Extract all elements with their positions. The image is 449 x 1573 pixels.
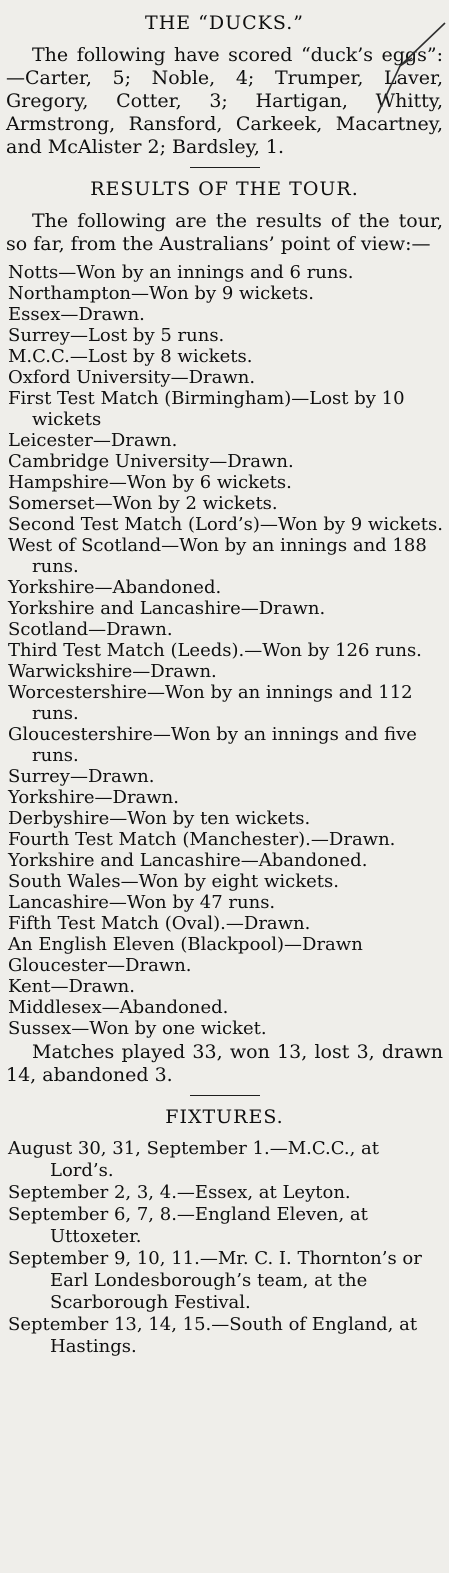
result-item: Northampton—Won by 9 wickets.: [8, 283, 315, 304]
result-item: Gloucester—Drawn.: [8, 955, 192, 976]
result-item: Middlesex—Abandoned.: [8, 997, 229, 1018]
result-item: Yorkshire—Abandoned.: [8, 577, 222, 598]
results-list: [6, 262, 443, 1039]
results-intro: The following are the results of the tour, so far, from the Australians’ point of view:—: [6, 210, 443, 255]
result-item: Hampshire—Won by 6 wickets.: [8, 472, 292, 493]
result-item: Oxford University—Drawn.: [8, 367, 256, 388]
fixture-item: September 2, 3, 4.—Essex, at Leyton.: [8, 1182, 351, 1203]
fixtures-heading: FIXTURES.: [165, 1106, 284, 1128]
result-item: Notts—Won by an innings and 6 runs.: [8, 262, 354, 283]
result-item: Leicester—Drawn.: [8, 430, 178, 451]
result-item: Surrey—Drawn.: [8, 766, 155, 787]
result-item: Yorkshire and Lancashire—Abandoned.: [8, 850, 368, 871]
ducks-section: [6, 12, 443, 159]
result-item: Derbyshire—Won by ten wickets.: [8, 808, 311, 829]
result-item: South Wales—Won by eight wickets.: [8, 871, 339, 892]
ducks-paragraph: The following have scored “duck’s eggs”:—Carter, 5; Noble, 4; Trumper, Laver, Gregory, Cotter, 3; Hartigan, Whitty, Armstrong, Ransford, Carkeek, Macartney, and McAlister 2; Bardsley, 1.: [6, 44, 443, 158]
result-item: Cambridge University—Drawn.: [8, 451, 294, 472]
result-item: Warwickshire—Drawn.: [8, 661, 217, 682]
result-item: Somerset—Won by 2 wickets.: [8, 493, 278, 514]
result-item: Second Test Match (Lord’s)—Won by 9 wickets.: [8, 514, 443, 535]
ducks-heading: THE “DUCKS.”: [145, 12, 304, 34]
result-item: Lancashire—Won by 47 runs.: [8, 892, 276, 913]
result-item: West of Scotland—Won by an innings and 188 runs.: [8, 535, 427, 577]
fixture-item: August 30, 31, September 1.—M.C.C., at Lord’s.: [8, 1138, 379, 1181]
fixtures-list: [6, 1138, 443, 1358]
result-item: Kent—Drawn.: [8, 976, 135, 997]
results-summary: Matches played 33, won 13, lost 3, drawn 14, abandoned 3.: [6, 1041, 443, 1086]
result-item: Scotland—Drawn.: [8, 619, 173, 640]
result-item: Essex—Drawn.: [8, 304, 145, 325]
results-section: [6, 178, 443, 1087]
result-item: Surrey—Lost by 5 runs.: [8, 325, 225, 346]
fixture-item: September 6, 7, 8.—England Eleven, at Uttoxeter.: [8, 1204, 368, 1247]
result-item: First Test Match (Birmingham)—Lost by 10 wickets: [8, 388, 405, 430]
section-divider: [190, 167, 260, 168]
result-item: M.C.C.—Lost by 8 wickets.: [8, 346, 253, 367]
result-item: Gloucestershire—Won by an innings and five runs.: [8, 724, 417, 766]
section-divider: [190, 1095, 260, 1096]
result-item: Fourth Test Match (Manchester).—Drawn.: [8, 829, 396, 850]
result-item: An English Eleven (Blackpool)—Drawn: [8, 934, 363, 955]
result-item: Yorkshire and Lancashire—Drawn.: [8, 598, 326, 619]
result-item: Fifth Test Match (Oval).—Drawn.: [8, 913, 311, 934]
fixture-item: September 13, 14, 15.—South of England, at Hastings.: [8, 1314, 418, 1357]
result-item: Sussex—Won by one wicket.: [8, 1018, 267, 1039]
fixtures-section: [6, 1106, 443, 1358]
result-item: Third Test Match (Leeds).—Won by 126 runs.: [8, 640, 422, 661]
results-heading: RESULTS OF THE TOUR.: [90, 178, 359, 200]
fixture-item: September 9, 10, 11.—Mr. C. I. Thornton’s or Earl Londesborough’s team, at the Scarborough Festival.: [8, 1248, 422, 1313]
result-item: Worcestershire—Won by an innings and 112 runs.: [8, 682, 413, 724]
result-item: Yorkshire—Drawn.: [8, 787, 179, 808]
